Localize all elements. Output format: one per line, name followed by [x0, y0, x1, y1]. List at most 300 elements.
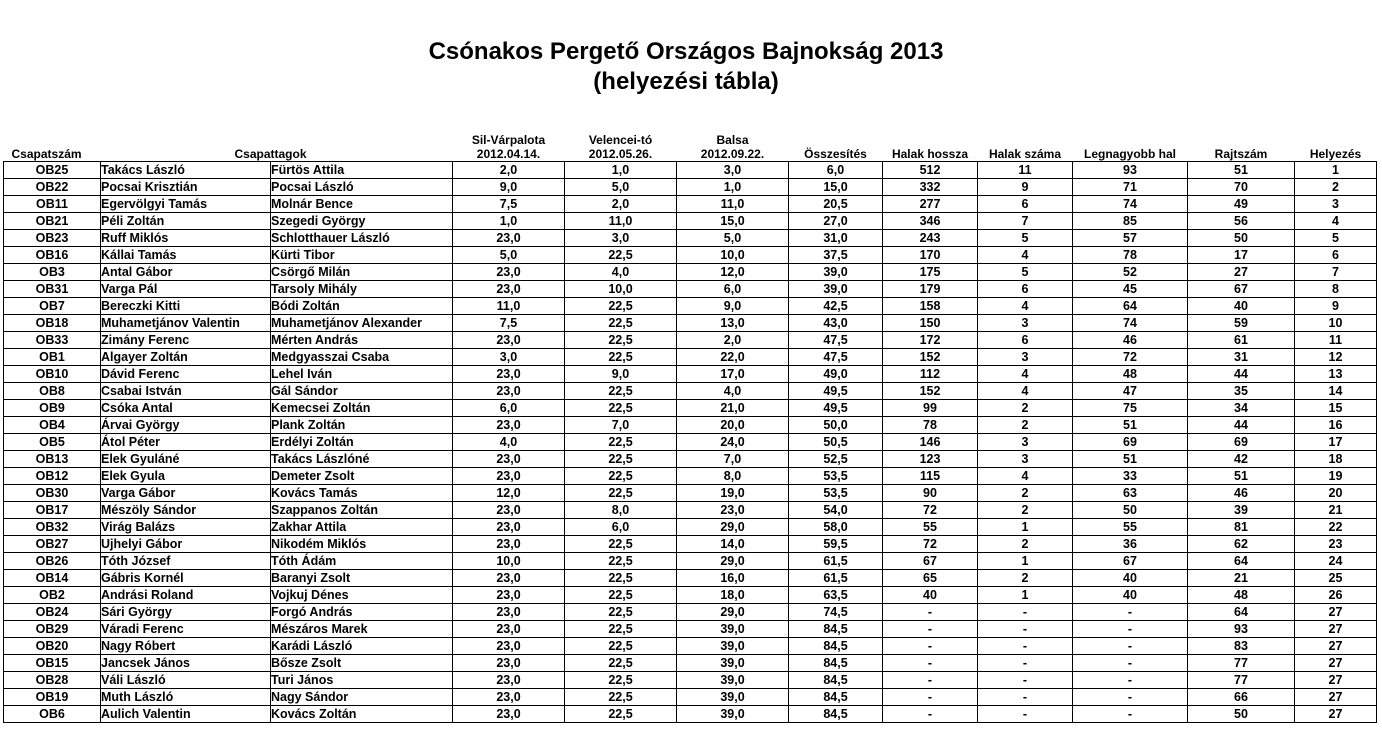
fish-length-cell: 78: [883, 416, 978, 433]
member-1-cell: Csabai István: [101, 382, 271, 399]
fish-length-cell: 152: [883, 382, 978, 399]
team-number-cell: OB21: [4, 212, 101, 229]
table-row: [4, 620, 1377, 637]
header-round-2: [565, 130, 677, 161]
header-rajtszam: Rajtszám: [1214, 146, 1268, 161]
member-2-cell: Nikodém Miklós: [271, 535, 453, 552]
total-score-cell: 61,5: [789, 569, 883, 586]
table-row: [4, 280, 1377, 297]
member-1-cell: Varga Gábor: [101, 484, 271, 501]
largest-fish-cell: 51: [1073, 416, 1188, 433]
member-1-cell: Árvai György: [101, 416, 271, 433]
member-1-cell: Mészöly Sándor: [101, 501, 271, 518]
member-2-cell: Bősze Zsolt: [271, 654, 453, 671]
round-2-score-cell: 22,5: [565, 654, 677, 671]
round-2-score-cell: 22,5: [565, 586, 677, 603]
round-1-score-cell: 23,0: [453, 450, 565, 467]
round-3-score-cell: 13,0: [677, 314, 789, 331]
start-number-cell: 81: [1188, 518, 1295, 535]
round-2-score-cell: 2,0: [565, 195, 677, 212]
start-number-cell: 77: [1188, 654, 1295, 671]
fish-count-cell: 2: [978, 535, 1073, 552]
round-1-score-cell: 23,0: [453, 535, 565, 552]
total-score-cell: 84,5: [789, 654, 883, 671]
fish-count-cell: 9: [978, 178, 1073, 195]
table-row: [4, 637, 1377, 654]
table-row: [4, 382, 1377, 399]
fish-length-cell: 72: [883, 535, 978, 552]
header-halak-hossza: Halak hossza: [891, 146, 969, 161]
round-2-score-cell: 22,5: [565, 433, 677, 450]
member-2-cell: Zakhar Attila: [271, 518, 453, 535]
placement-cell: 1: [1295, 161, 1377, 178]
largest-fish-cell: -: [1073, 620, 1188, 637]
fish-length-cell: 172: [883, 331, 978, 348]
member-1-cell: Csóka Antal: [101, 399, 271, 416]
start-number-cell: 67: [1188, 280, 1295, 297]
start-number-cell: 48: [1188, 586, 1295, 603]
largest-fish-cell: 40: [1073, 586, 1188, 603]
round-2-score-cell: 22,5: [565, 399, 677, 416]
team-number-cell: OB12: [4, 467, 101, 484]
fish-length-cell: 72: [883, 501, 978, 518]
start-number-cell: 40: [1188, 297, 1295, 314]
fish-length-cell: 67: [883, 552, 978, 569]
start-number-cell: 39: [1188, 501, 1295, 518]
fish-length-cell: -: [883, 671, 978, 688]
fish-length-cell: 512: [883, 161, 978, 178]
round-1-score-cell: 1,0: [453, 212, 565, 229]
fish-count-cell: 2: [978, 484, 1073, 501]
round-1-score-cell: 23,0: [453, 603, 565, 620]
member-2-cell: Bódi Zoltán: [271, 297, 453, 314]
start-number-cell: 51: [1188, 161, 1295, 178]
page-subtitle: (helyezési tábla): [593, 68, 779, 95]
member-1-cell: Nagy Róbert: [101, 637, 271, 654]
round-3-score-cell: 11,0: [677, 195, 789, 212]
round-2-score-cell: 22,5: [565, 569, 677, 586]
table-row: [4, 416, 1377, 433]
round-3-name: Balsa: [716, 132, 749, 147]
round-3-score-cell: 8,0: [677, 467, 789, 484]
start-number-cell: 59: [1188, 314, 1295, 331]
round-1-score-cell: 23,0: [453, 569, 565, 586]
table-row: [4, 518, 1377, 535]
table-row: [4, 212, 1377, 229]
placement-cell: 8: [1295, 280, 1377, 297]
member-1-cell: Antal Gábor: [101, 263, 271, 280]
member-2-cell: Takács Lászlóné: [271, 450, 453, 467]
round-1-score-cell: 2,0: [453, 161, 565, 178]
fish-count-cell: 3: [978, 314, 1073, 331]
member-1-cell: Dávid Ferenc: [101, 365, 271, 382]
header-csapattagok: Csapattagok: [234, 146, 307, 161]
team-number-cell: OB17: [4, 501, 101, 518]
round-3-score-cell: 9,0: [677, 297, 789, 314]
member-1-cell: Andrási Roland: [101, 586, 271, 603]
largest-fish-cell: 33: [1073, 467, 1188, 484]
start-number-cell: 77: [1188, 671, 1295, 688]
team-number-cell: OB2: [4, 586, 101, 603]
fish-count-cell: 1: [978, 552, 1073, 569]
round-2-score-cell: 22,5: [565, 348, 677, 365]
round-3-score-cell: 1,0: [677, 178, 789, 195]
fish-count-cell: 6: [978, 331, 1073, 348]
start-number-cell: 70: [1188, 178, 1295, 195]
round-3-score-cell: 39,0: [677, 671, 789, 688]
fish-length-cell: 112: [883, 365, 978, 382]
fish-count-cell: 5: [978, 229, 1073, 246]
round-1-score-cell: 23,0: [453, 331, 565, 348]
fish-length-cell: 277: [883, 195, 978, 212]
largest-fish-cell: 74: [1073, 314, 1188, 331]
round-2-score-cell: 22,5: [565, 467, 677, 484]
round-3-score-cell: 15,0: [677, 212, 789, 229]
round-1-score-cell: 23,0: [453, 382, 565, 399]
member-2-cell: Mészáros Marek: [271, 620, 453, 637]
start-number-cell: 51: [1188, 467, 1295, 484]
member-1-cell: Elek Gyula: [101, 467, 271, 484]
member-2-cell: Kürti Tibor: [271, 246, 453, 263]
fish-count-cell: 2: [978, 416, 1073, 433]
fish-count-cell: 3: [978, 348, 1073, 365]
round-3-date: 2012.09.22.: [700, 146, 765, 161]
total-score-cell: 47,5: [789, 348, 883, 365]
total-score-cell: 37,5: [789, 246, 883, 263]
round-2-score-cell: 22,5: [565, 603, 677, 620]
round-3-score-cell: 3,0: [677, 161, 789, 178]
round-3-score-cell: 39,0: [677, 620, 789, 637]
start-number-cell: 46: [1188, 484, 1295, 501]
fish-length-cell: 65: [883, 569, 978, 586]
member-1-cell: Egervölgyi Tamás: [101, 195, 271, 212]
start-number-cell: 21: [1188, 569, 1295, 586]
round-1-name: Sil-Várpalota: [471, 132, 546, 147]
team-number-cell: OB20: [4, 637, 101, 654]
start-number-cell: 44: [1188, 365, 1295, 382]
fish-length-cell: 90: [883, 484, 978, 501]
fish-count-cell: 4: [978, 467, 1073, 484]
fish-length-cell: 158: [883, 297, 978, 314]
round-2-date: 2012.05.26.: [588, 146, 653, 161]
fish-count-cell: 3: [978, 433, 1073, 450]
fish-length-cell: 115: [883, 467, 978, 484]
start-number-cell: 31: [1188, 348, 1295, 365]
round-3-score-cell: 5,0: [677, 229, 789, 246]
table-row: [4, 484, 1377, 501]
team-number-cell: OB32: [4, 518, 101, 535]
round-1-score-cell: 7,5: [453, 195, 565, 212]
total-score-cell: 39,0: [789, 263, 883, 280]
largest-fish-cell: 75: [1073, 399, 1188, 416]
total-score-cell: 49,5: [789, 382, 883, 399]
fish-length-cell: 55: [883, 518, 978, 535]
round-1-score-cell: 23,0: [453, 688, 565, 705]
total-score-cell: 84,5: [789, 688, 883, 705]
placement-cell: 11: [1295, 331, 1377, 348]
round-3-score-cell: 21,0: [677, 399, 789, 416]
team-number-cell: OB14: [4, 569, 101, 586]
total-score-cell: 84,5: [789, 620, 883, 637]
total-score-cell: 50,0: [789, 416, 883, 433]
round-3-score-cell: 22,0: [677, 348, 789, 365]
placement-cell: 27: [1295, 620, 1377, 637]
member-2-cell: Baranyi Zsolt: [271, 569, 453, 586]
round-2-score-cell: 22,5: [565, 331, 677, 348]
team-number-cell: OB18: [4, 314, 101, 331]
member-2-cell: Gál Sándor: [271, 382, 453, 399]
table-row: [4, 246, 1377, 263]
fish-count-cell: 4: [978, 382, 1073, 399]
placement-cell: 19: [1295, 467, 1377, 484]
placement-cell: 27: [1295, 671, 1377, 688]
total-score-cell: 58,0: [789, 518, 883, 535]
total-score-cell: 39,0: [789, 280, 883, 297]
member-1-cell: Virág Balázs: [101, 518, 271, 535]
member-1-cell: Ruff Miklós: [101, 229, 271, 246]
table-row: [4, 297, 1377, 314]
start-number-cell: 93: [1188, 620, 1295, 637]
table-row: [4, 535, 1377, 552]
member-1-cell: Váli László: [101, 671, 271, 688]
team-number-cell: OB13: [4, 450, 101, 467]
member-2-cell: Fürtös Attila: [271, 161, 453, 178]
round-3-score-cell: 39,0: [677, 705, 789, 722]
total-score-cell: 74,5: [789, 603, 883, 620]
round-2-score-cell: 22,5: [565, 705, 677, 722]
total-score-cell: 63,5: [789, 586, 883, 603]
round-3-score-cell: 17,0: [677, 365, 789, 382]
round-1-score-cell: 23,0: [453, 229, 565, 246]
table-row: [4, 603, 1377, 620]
placement-cell: 27: [1295, 637, 1377, 654]
team-number-cell: OB15: [4, 654, 101, 671]
round-2-score-cell: 10,0: [565, 280, 677, 297]
placement-cell: 15: [1295, 399, 1377, 416]
team-number-cell: OB24: [4, 603, 101, 620]
largest-fish-cell: -: [1073, 654, 1188, 671]
round-2-name: Velencei-tó: [588, 132, 653, 147]
member-2-cell: Karádi László: [271, 637, 453, 654]
total-score-cell: 84,5: [789, 637, 883, 654]
start-number-cell: 49: [1188, 195, 1295, 212]
member-1-cell: Kállai Tamás: [101, 246, 271, 263]
round-2-score-cell: 6,0: [565, 518, 677, 535]
fish-count-cell: 11: [978, 161, 1073, 178]
placement-cell: 14: [1295, 382, 1377, 399]
placement-cell: 16: [1295, 416, 1377, 433]
fish-count-cell: -: [978, 654, 1073, 671]
team-number-cell: OB9: [4, 399, 101, 416]
largest-fish-cell: 69: [1073, 433, 1188, 450]
round-1-score-cell: 23,0: [453, 705, 565, 722]
team-number-cell: OB29: [4, 620, 101, 637]
member-2-cell: Mérten András: [271, 331, 453, 348]
round-3-score-cell: 39,0: [677, 637, 789, 654]
start-number-cell: 69: [1188, 433, 1295, 450]
placement-cell: 24: [1295, 552, 1377, 569]
total-score-cell: 27,0: [789, 212, 883, 229]
member-1-cell: Algayer Zoltán: [101, 348, 271, 365]
fish-length-cell: 175: [883, 263, 978, 280]
table-row: [4, 705, 1377, 722]
largest-fish-cell: 52: [1073, 263, 1188, 280]
round-1-score-cell: 3,0: [453, 348, 565, 365]
table-row: [4, 433, 1377, 450]
member-1-cell: Bereczki Kitti: [101, 297, 271, 314]
total-score-cell: 15,0: [789, 178, 883, 195]
total-score-cell: 84,5: [789, 705, 883, 722]
fish-count-cell: -: [978, 637, 1073, 654]
placement-cell: 17: [1295, 433, 1377, 450]
total-score-cell: 43,0: [789, 314, 883, 331]
start-number-cell: 42: [1188, 450, 1295, 467]
team-number-cell: OB10: [4, 365, 101, 382]
round-2-score-cell: 11,0: [565, 212, 677, 229]
round-1-score-cell: 23,0: [453, 637, 565, 654]
start-number-cell: 44: [1188, 416, 1295, 433]
team-number-cell: OB7: [4, 297, 101, 314]
start-number-cell: 50: [1188, 229, 1295, 246]
member-2-cell: Vojkuj Dénes: [271, 586, 453, 603]
placement-cell: 7: [1295, 263, 1377, 280]
member-2-cell: Erdélyi Zoltán: [271, 433, 453, 450]
table-row: [4, 688, 1377, 705]
start-number-cell: 17: [1188, 246, 1295, 263]
member-1-cell: Váradi Ferenc: [101, 620, 271, 637]
table-row: [4, 671, 1377, 688]
member-2-cell: Molnár Bence: [271, 195, 453, 212]
total-score-cell: 52,5: [789, 450, 883, 467]
largest-fish-cell: 67: [1073, 552, 1188, 569]
table-row: [4, 450, 1377, 467]
fish-length-cell: 170: [883, 246, 978, 263]
member-2-cell: Turi János: [271, 671, 453, 688]
start-number-cell: 64: [1188, 603, 1295, 620]
table-row: [4, 178, 1377, 195]
member-1-cell: Muhametjánov Valentin: [101, 314, 271, 331]
largest-fish-cell: 78: [1073, 246, 1188, 263]
largest-fish-cell: 55: [1073, 518, 1188, 535]
fish-length-cell: -: [883, 688, 978, 705]
total-score-cell: 42,5: [789, 297, 883, 314]
fish-count-cell: 2: [978, 501, 1073, 518]
largest-fish-cell: -: [1073, 637, 1188, 654]
round-3-score-cell: 29,0: [677, 552, 789, 569]
team-number-cell: OB8: [4, 382, 101, 399]
team-number-cell: OB25: [4, 161, 101, 178]
member-1-cell: Pocsai Krisztián: [101, 178, 271, 195]
placement-cell: 21: [1295, 501, 1377, 518]
table-row: [4, 314, 1377, 331]
fish-count-cell: -: [978, 705, 1073, 722]
round-2-score-cell: 22,5: [565, 450, 677, 467]
table-row: [4, 501, 1377, 518]
round-1-score-cell: 4,0: [453, 433, 565, 450]
round-1-score-cell: 7,5: [453, 314, 565, 331]
round-1-score-cell: 23,0: [453, 263, 565, 280]
start-number-cell: 50: [1188, 705, 1295, 722]
member-2-cell: Tarsoly Mihály: [271, 280, 453, 297]
member-1-cell: Takács László: [101, 161, 271, 178]
round-2-score-cell: 5,0: [565, 178, 677, 195]
member-1-cell: Átol Péter: [101, 433, 271, 450]
round-3-score-cell: 2,0: [677, 331, 789, 348]
round-1-score-cell: 23,0: [453, 518, 565, 535]
member-2-cell: Szegedi György: [271, 212, 453, 229]
start-number-cell: 61: [1188, 331, 1295, 348]
total-score-cell: 49,5: [789, 399, 883, 416]
fish-length-cell: 150: [883, 314, 978, 331]
start-number-cell: 35: [1188, 382, 1295, 399]
member-2-cell: Plank Zoltán: [271, 416, 453, 433]
header-helyezes: Helyezés: [1309, 146, 1362, 161]
member-2-cell: Forgó András: [271, 603, 453, 620]
placement-cell: 25: [1295, 569, 1377, 586]
fish-length-cell: -: [883, 705, 978, 722]
start-number-cell: 56: [1188, 212, 1295, 229]
team-number-cell: OB30: [4, 484, 101, 501]
placement-cell: 26: [1295, 586, 1377, 603]
round-1-score-cell: 9,0: [453, 178, 565, 195]
fish-count-cell: 1: [978, 518, 1073, 535]
round-3-score-cell: 18,0: [677, 586, 789, 603]
fish-count-cell: 6: [978, 280, 1073, 297]
round-2-score-cell: 9,0: [565, 365, 677, 382]
round-2-score-cell: 22,5: [565, 297, 677, 314]
round-2-score-cell: 22,5: [565, 382, 677, 399]
placement-cell: 3: [1295, 195, 1377, 212]
fish-length-cell: 243: [883, 229, 978, 246]
largest-fish-cell: 50: [1073, 501, 1188, 518]
largest-fish-cell: 36: [1073, 535, 1188, 552]
round-3-score-cell: 6,0: [677, 280, 789, 297]
member-1-cell: Ujhelyi Gábor: [101, 535, 271, 552]
fish-length-cell: -: [883, 603, 978, 620]
round-2-score-cell: 22,5: [565, 246, 677, 263]
round-1-score-cell: 23,0: [453, 416, 565, 433]
member-1-cell: Tóth József: [101, 552, 271, 569]
table-row: [4, 229, 1377, 246]
fish-count-cell: 5: [978, 263, 1073, 280]
team-number-cell: OB6: [4, 705, 101, 722]
placement-cell: 6: [1295, 246, 1377, 263]
round-2-score-cell: 22,5: [565, 552, 677, 569]
round-3-score-cell: 24,0: [677, 433, 789, 450]
round-2-score-cell: 22,5: [565, 688, 677, 705]
round-2-score-cell: 22,5: [565, 535, 677, 552]
largest-fish-cell: -: [1073, 688, 1188, 705]
team-number-cell: OB26: [4, 552, 101, 569]
fish-count-cell: 4: [978, 246, 1073, 263]
largest-fish-cell: 85: [1073, 212, 1188, 229]
round-2-score-cell: 22,5: [565, 620, 677, 637]
round-2-score-cell: 3,0: [565, 229, 677, 246]
total-score-cell: 53,5: [789, 484, 883, 501]
fish-count-cell: -: [978, 603, 1073, 620]
total-score-cell: 50,5: [789, 433, 883, 450]
member-1-cell: Sári György: [101, 603, 271, 620]
team-number-cell: OB5: [4, 433, 101, 450]
placement-cell: 27: [1295, 654, 1377, 671]
round-3-score-cell: 10,0: [677, 246, 789, 263]
header-round-1: [453, 130, 565, 161]
fish-length-cell: 332: [883, 178, 978, 195]
total-score-cell: 53,5: [789, 467, 883, 484]
round-1-score-cell: 23,0: [453, 280, 565, 297]
largest-fish-cell: 48: [1073, 365, 1188, 382]
fish-count-cell: 2: [978, 569, 1073, 586]
